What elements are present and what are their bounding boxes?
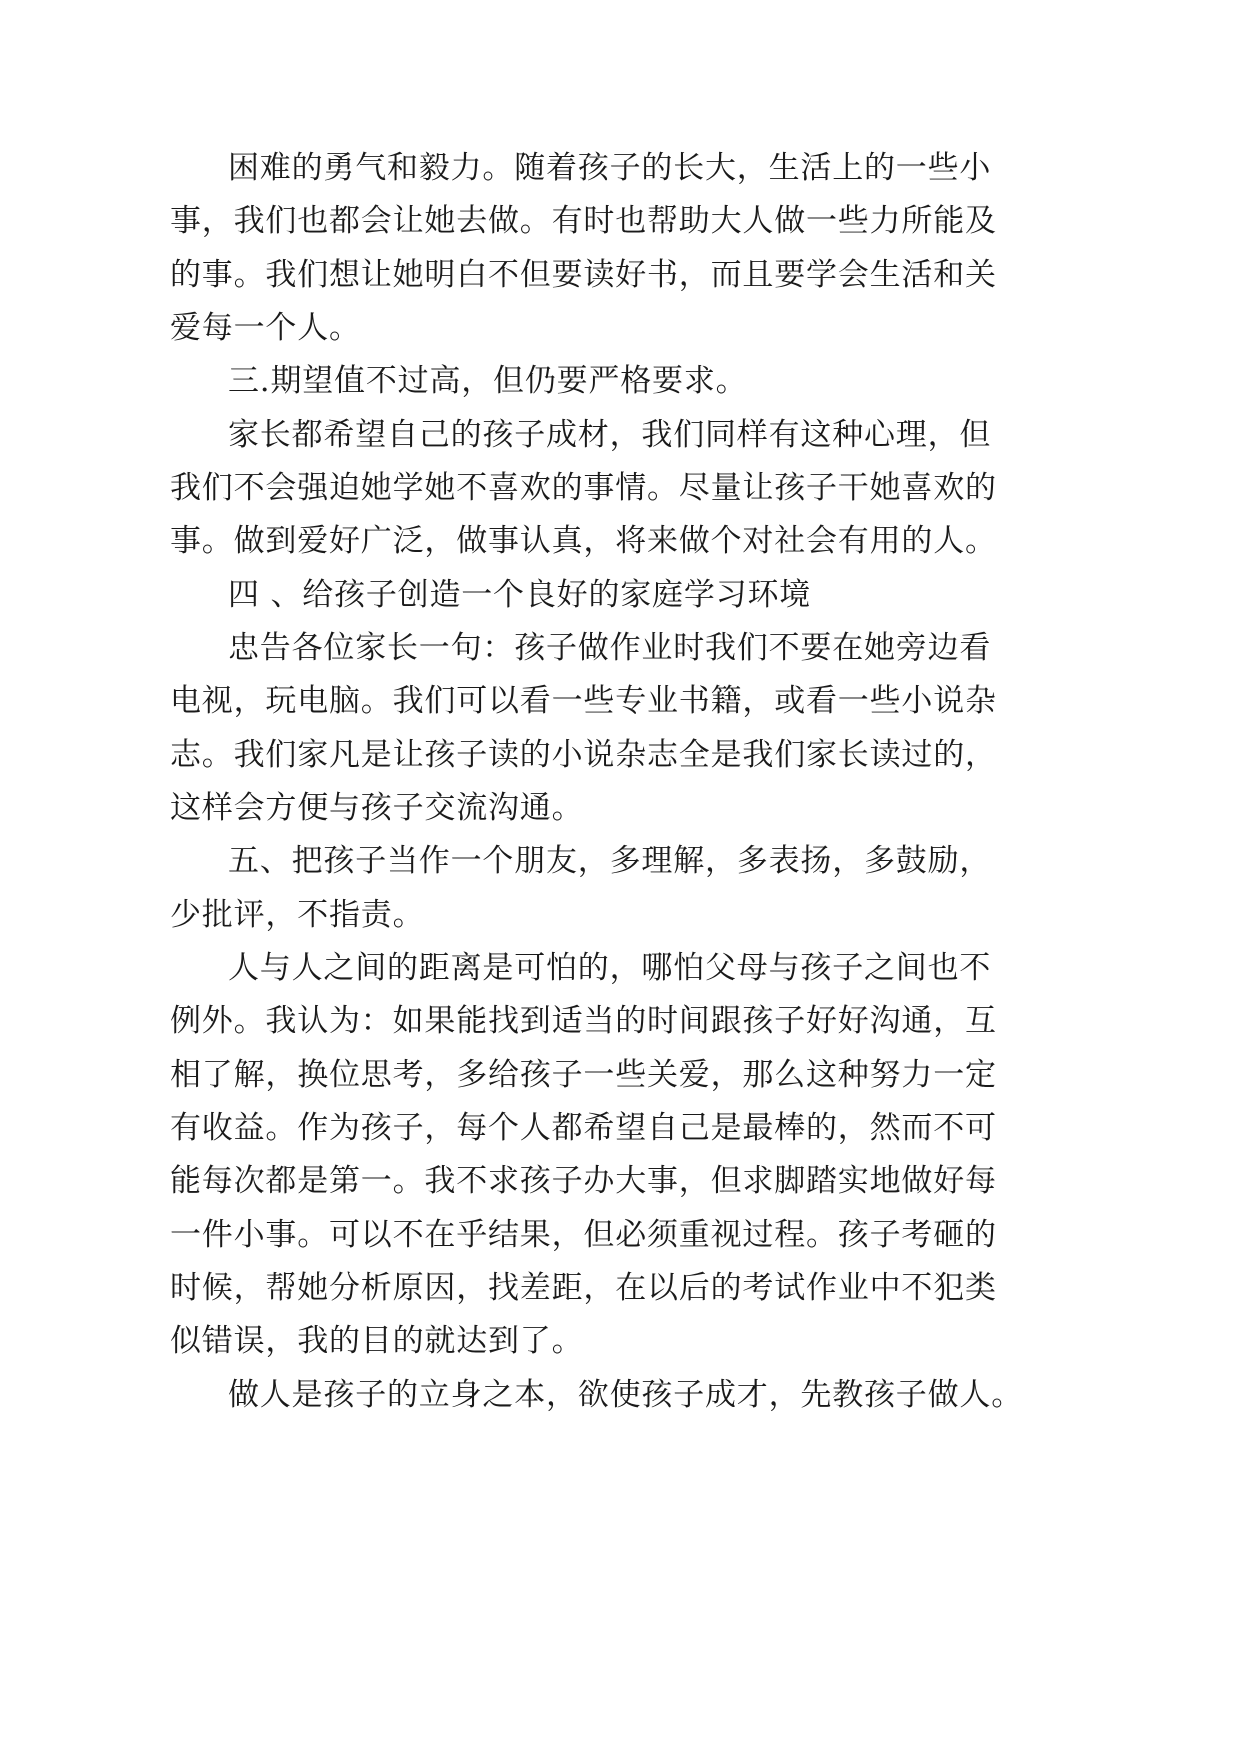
section-heading: 四 、给孩子创造一个良好的家庭学习环境 <box>228 577 812 613</box>
text-line: 时候，帮她分析原因，找差距，在以后的考试作业中不犯类 <box>170 1270 997 1306</box>
text-line: 人与人之间的距离是可怕的，哪怕父母与孩子之间也不 <box>228 950 992 986</box>
text-line: 有收益。作为孩子，每个人都希望自己是最棒的，然而不可 <box>170 1110 997 1146</box>
text-line: 志。我们家凡是让孩子读的小说杂志全是我们家长读过的， <box>170 737 997 773</box>
text-line: 困难的勇气和毅力。随着孩子的长大，生活上的一些小 <box>228 150 992 186</box>
text-line: 事，我们也都会让她去做。有时也帮助大人做一些力所能及 <box>170 203 997 239</box>
section-heading: 三.期望值不过高，但仍要严格要求。 <box>228 363 748 399</box>
text-line: 家长都希望自己的孩子成材，我们同样有这种心理，但 <box>228 417 992 453</box>
text-line: 我们不会强迫她学她不喜欢的事情。尽量让孩子干她喜欢的 <box>170 470 997 506</box>
text-line: 例外。我认为：如果能找到适当的时间跟孩子好好沟通，互 <box>170 1003 997 1039</box>
text-line: 一件小事。可以不在乎结果，但必须重视过程。孩子考砸的 <box>170 1217 997 1253</box>
text-line: 电视，玩电脑。我们可以看一些专业书籍，或看一些小说杂 <box>170 683 997 719</box>
text-line: 这样会方便与孩子交流沟通。 <box>170 790 584 826</box>
text-line: 相了解，换位思考，多给孩子一些关爱，那么这种努力一定 <box>170 1057 997 1093</box>
text-line: 忠告各位家长一句：孩子做作业时我们不要在她旁边看 <box>228 630 992 666</box>
text-line: 能每次都是第一。我不求孩子办大事，但求脚踏实地做好每 <box>170 1163 997 1199</box>
section-heading: 五、把孩子当作一个朋友，多理解，多表扬，多鼓励， <box>228 843 992 879</box>
section-heading-continued: 少批评，不指责。 <box>170 897 425 933</box>
text-line: 做人是孩子的立身之本，欲使孩子成才，先教孩子做人。 <box>228 1377 1023 1413</box>
text-line: 似错误，我的目的就达到了。 <box>170 1323 584 1359</box>
text-line: 事。做到爱好广泛，做事认真，将来做个对社会有用的人。 <box>170 523 997 559</box>
text-line: 的事。我们想让她明白不但要读好书，而且要学会生活和关 <box>170 257 997 293</box>
text-line: 爱每一个人。 <box>170 310 361 346</box>
